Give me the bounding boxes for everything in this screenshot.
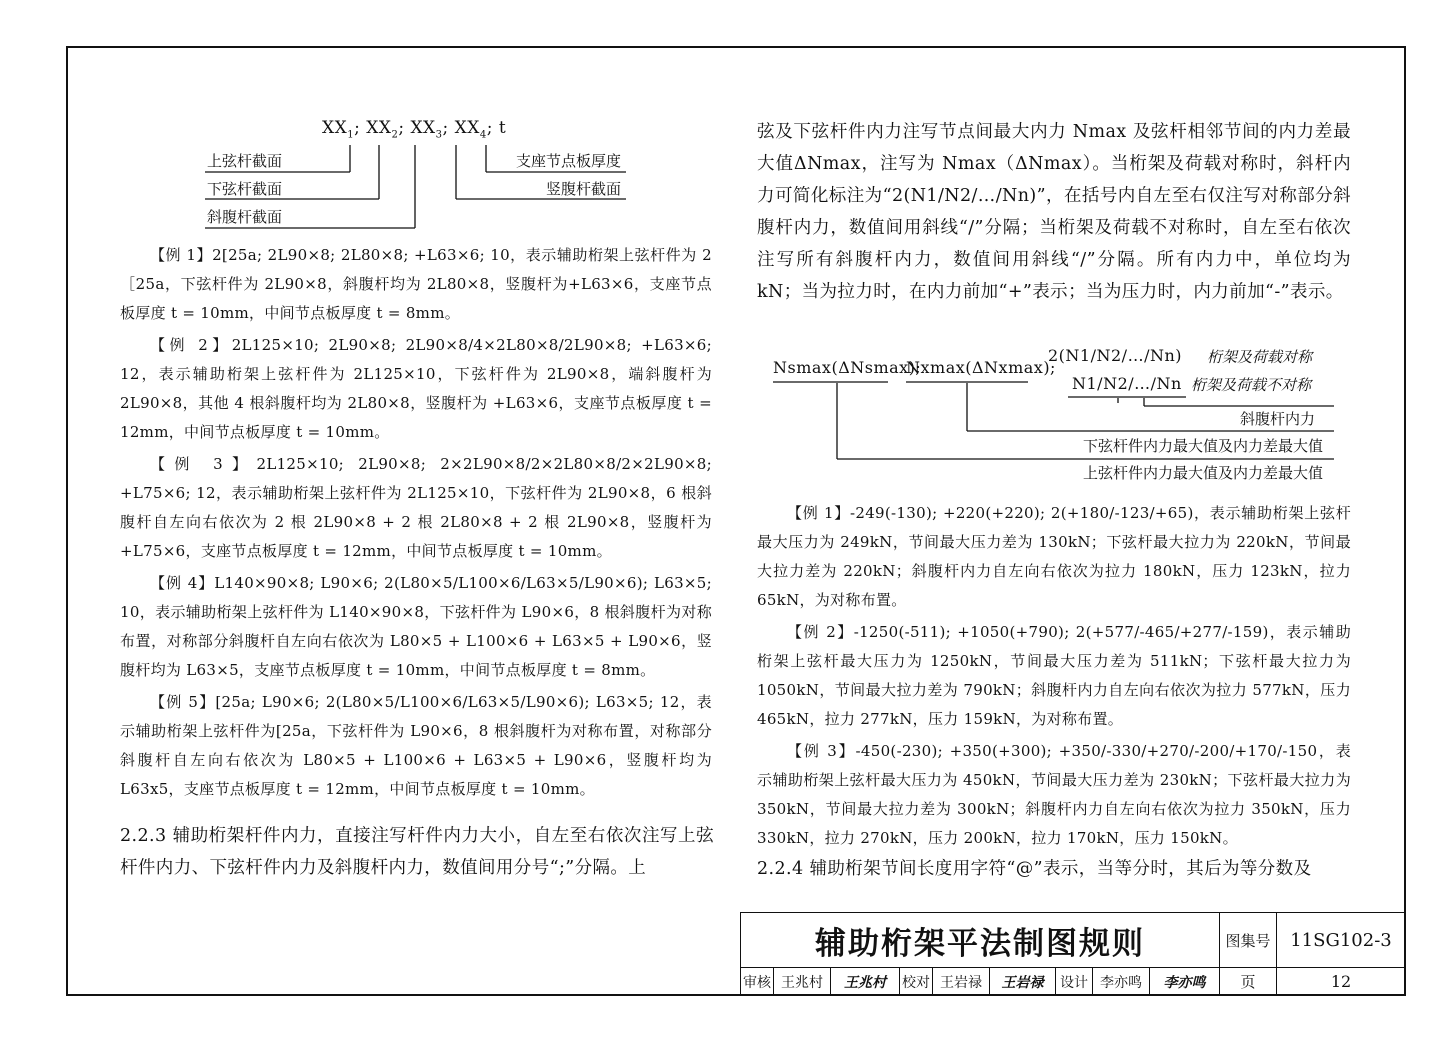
review-name: 王兆村 <box>773 967 831 996</box>
formula-bottom-chord: Nxmax(ΔNxmax); <box>906 358 1056 377</box>
section-2-2-4: 2.2.4 辅助桁架节间长度用字符“@”表示，当等分时，其后为等分数及 <box>757 859 1312 879</box>
design-label: 设计 <box>1055 967 1093 996</box>
right-examples <box>757 499 1351 856</box>
label-bottom-chord-section: 下弦杆截面 <box>207 180 283 198</box>
design-name: 李亦鸣 <box>1092 967 1150 996</box>
label-diagonal-section: 斜腹杆截面 <box>207 208 283 226</box>
check-name: 王岩禄 <box>932 967 990 996</box>
example-left-5: 【例 5】[25a; L90×6; 2(L80×5/L100×6/L63×5/L90×6); L63×5; 12，表示辅助桁架上弦杆件为[25a，下弦杆件为 L90×6，8 根斜腹杆为对称布置，对称部分斜腹杆自左向右依次为 L80×5 + L100×6 + L63×5 + L90×6，竖腹杆均为 L63x5，支座节点板厚度 t = 12mm，中间节点板厚度 t = 10mm。 <box>120 693 712 798</box>
label-top-chord-section: 上弦杆截面 <box>207 152 283 170</box>
atlas-no-label: 图集号 <box>1219 912 1277 968</box>
formula-symmetric: 2(N1/N2/…/Nn) <box>1048 346 1182 365</box>
check-signature: 王岩禄 <box>989 967 1056 996</box>
atlas-no: 11SG102-3 <box>1276 912 1406 968</box>
note-asymmetric: 桁架及荷载不对称 <box>1191 376 1312 394</box>
right-intro: 弦及下弦杆件内力注写节点间最大内力 Nmax 及弦杆相邻节间的内力差最大值ΔNmax，注写为 Nmax（ΔNmax）。当桁架及荷载对称时，斜杆内力可简化标注为“2(N1/N2/…/Nn)”，在括号内自左至右仅注写对称部分斜腹杆内力，数值间用斜线“/”分隔；当桁架及荷载不对称时，自左至右依次注写所有斜腹杆内力，数值间用斜线“/”分隔。所有内力中，单位均为 kN；当为拉力时，在内力前加“+”表示；当为压力时，内力前加“-”表示。 <box>757 122 1351 302</box>
check-label: 校对 <box>899 967 933 996</box>
example-left-3: 【例 3】2L125×10; 2L90×8; 2×2L90×8/2×2L80×8/2×2L90×8; +L75×6; 12，表示辅助桁架上弦杆件为 2L125×10，下弦杆件为 2L90×8，6 根斜腹杆自左向右依次为 2 根 2L90×8 + 2 根 2L80×8 + 2 根 2L90×8，竖腹杆为 +L75×6，支座节点板厚度 t = 12mm，中间节点板厚度 t = 10mm。 <box>120 455 712 560</box>
page-label: 页 <box>1219 967 1277 996</box>
section-2-2-3: 2.2.3 辅助桁架杆件内力，直接注写杆件内力大小，自左至右依次注写上弦杆件内力、下弦杆件内力及斜腹杆内力，数值间用分号“;”分隔。上 <box>120 826 714 878</box>
label-bottom-chord-force: 下弦杆件内力最大值及内力差最大值 <box>1083 437 1324 455</box>
example-left-4: 【例 4】L140×90×8; L90×6; 2(L80×5/L100×6/L63×5/L90×6); L63×5; 10，表示辅助桁架上弦杆件为 L140×90×8，下弦杆件为 L90×6，8 根斜腹杆为对称布置，对称部分斜腹杆自左向右依次为 L80×5 + L100×6 + L63×5 + L90×6，竖腹杆均为 L63×5，支座节点板厚度 t = 10mm，中间节点板厚度 t = 8mm。 <box>120 574 712 679</box>
label-vertical-section: 竖腹杆截面 <box>546 180 622 198</box>
review-signature: 王兆村 <box>830 967 900 996</box>
example-left-2: 【例 2】2L125×10; 2L90×8; 2L90×8/4×2L80×8/2L90×8; +L63×6; 12，表示辅助桁架上弦杆件为 2L125×10，下弦杆件为 2L90×8，端斜腹杆为 2L90×8，其他 4 根斜腹杆均为 2L80×8，竖腹杆为 +L63×6，支座节点板厚度 t = 12mm，中间节点板厚度 t = 10mm。 <box>120 336 712 441</box>
formula-top-chord: Nsmax(ΔNsmax); <box>773 358 922 377</box>
title-block <box>740 912 1406 996</box>
note-symmetric: 桁架及荷载对称 <box>1207 348 1313 366</box>
label-diagonal-force: 斜腹杆内力 <box>1240 410 1316 428</box>
example-right-2: 【例 2】-1250(-511); +1050(+790); 2(+577/-465/+277/-159)，表示辅助桁架上弦杆最大压力为 1250kN，节间最大压力差为 511kN；下弦杆最大拉力为 1050kN，节间最大拉力差为 790kN；斜腹杆内力自左向右依次为拉力 577kN，压力 465kN，拉力 277kN，压力 159kN，为对称布置。 <box>757 623 1351 728</box>
design-signature: 李亦鸣 <box>1149 967 1220 996</box>
label-gusset-thickness: 支座节点板厚度 <box>516 152 622 170</box>
drawing-title: 辅助桁架平法制图规则 <box>740 912 1220 968</box>
formula-asymmetric: N1/N2/…/Nn <box>1072 374 1182 393</box>
example-right-1: 【例 1】-249(-130); +220(+220); 2(+180/-123/+65)，表示辅助桁架上弦杆最大压力为 249kN，节间最大压力差为 130kN；下弦杆最大拉力为 220kN，节间最大拉力差为 220kN；斜腹杆内力自左向右依次为拉力 180kN，压力 123kN，拉力 65kN，为对称布置。 <box>757 504 1351 609</box>
example-left-1: 【例 1】2[25a; 2L90×8; 2L80×8; +L63×6; 10，表示辅助桁架上弦杆件为 2［25a，下弦杆件为 2L90×8，斜腹杆均为 2L80×8，竖腹杆为+L63×6，支座节点板厚度 t = 10mm，中间节点板厚度 t = 8mm。 <box>120 246 712 322</box>
review-label: 审核 <box>740 967 774 996</box>
section-code-notation: $XX_1$; $XX_2$; $XX_3$; $XX_4$; t <box>322 118 507 141</box>
example-right-3: 【例 3】-450(-230); +350(+300); +350/-330/+270/-200/+170/-150，表示辅助桁架上弦杆最大压力为 450kN，节间最大压力差为 230kN；下弦杆最大拉力为 350kN，节间最大拉力差为 300kN；斜腹杆内力自左向右依次为拉力 350kN，压力 330kN，拉力 270kN，压力 200kN，拉力 170kN，压力 150kN。 <box>757 742 1351 847</box>
page-number: 12 <box>1276 967 1406 996</box>
label-top-chord-force: 上弦杆件内力最大值及内力差最大值 <box>1083 464 1324 482</box>
